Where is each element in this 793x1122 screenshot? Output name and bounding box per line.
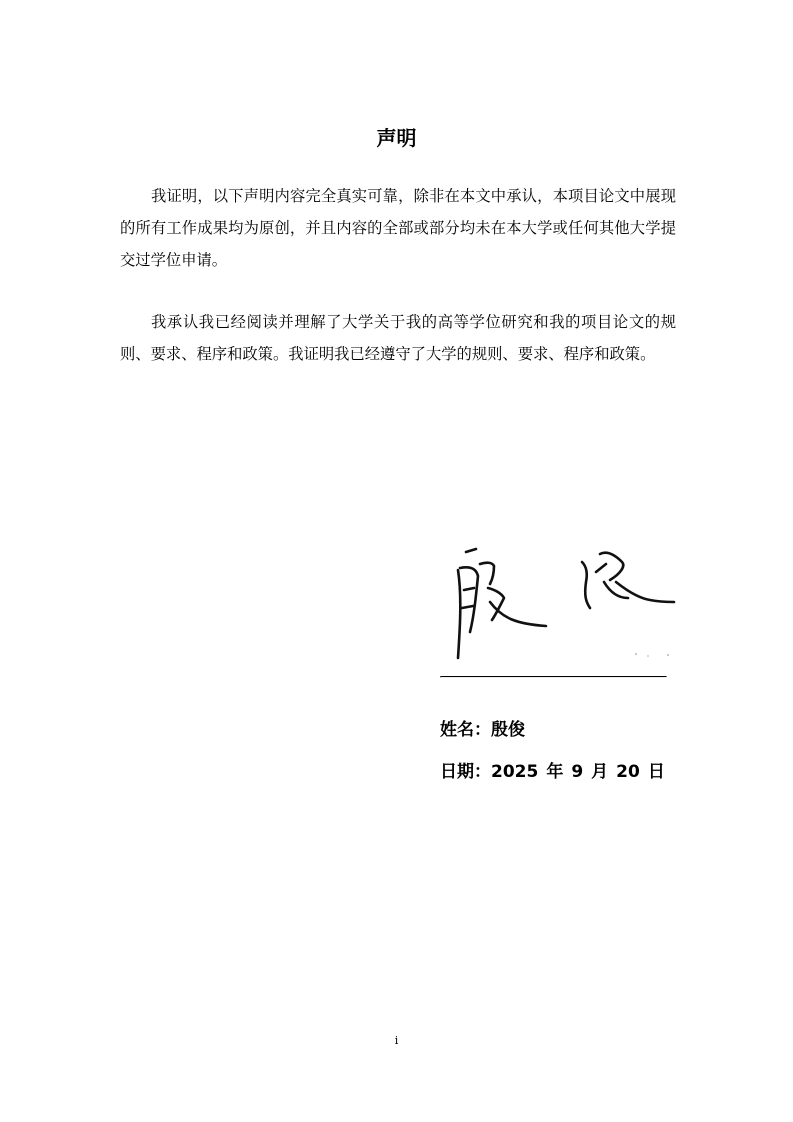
- name-value: 殷俊: [491, 720, 525, 740]
- date-month-unit: 月: [591, 762, 609, 782]
- date-field: [440, 759, 665, 785]
- declaration-title: 声明: [376, 126, 417, 150]
- date-year: 2025: [491, 762, 539, 782]
- declaration-paragraph-originality: 我证明，以下声明内容完全真实可靠，除非在本文中承认，本项目论文中展现的所有工作成果均为原创，并且内容的全部或部分均未在本大学或任何其他大学提交过学位申请。: [120, 187, 676, 269]
- date-year-unit: 年: [546, 762, 564, 782]
- handwritten-signature: [440, 536, 680, 666]
- page-number: i: [394, 1034, 399, 1047]
- name-field: [440, 717, 525, 743]
- signature-line: [440, 676, 667, 678]
- name-label: 姓名：: [440, 720, 491, 740]
- date-month: 9: [571, 762, 584, 782]
- date-day-unit: 日: [647, 762, 665, 782]
- date-day: 20: [616, 762, 640, 782]
- declaration-paragraph-compliance: 我承认我已经阅读并理解了大学关于我的高等学位研究和我的项目论文的规则、要求、程序和政策。我证明我已经遵守了大学的规则、要求、程序和政策。: [120, 313, 676, 363]
- date-label: 日期：: [440, 762, 491, 782]
